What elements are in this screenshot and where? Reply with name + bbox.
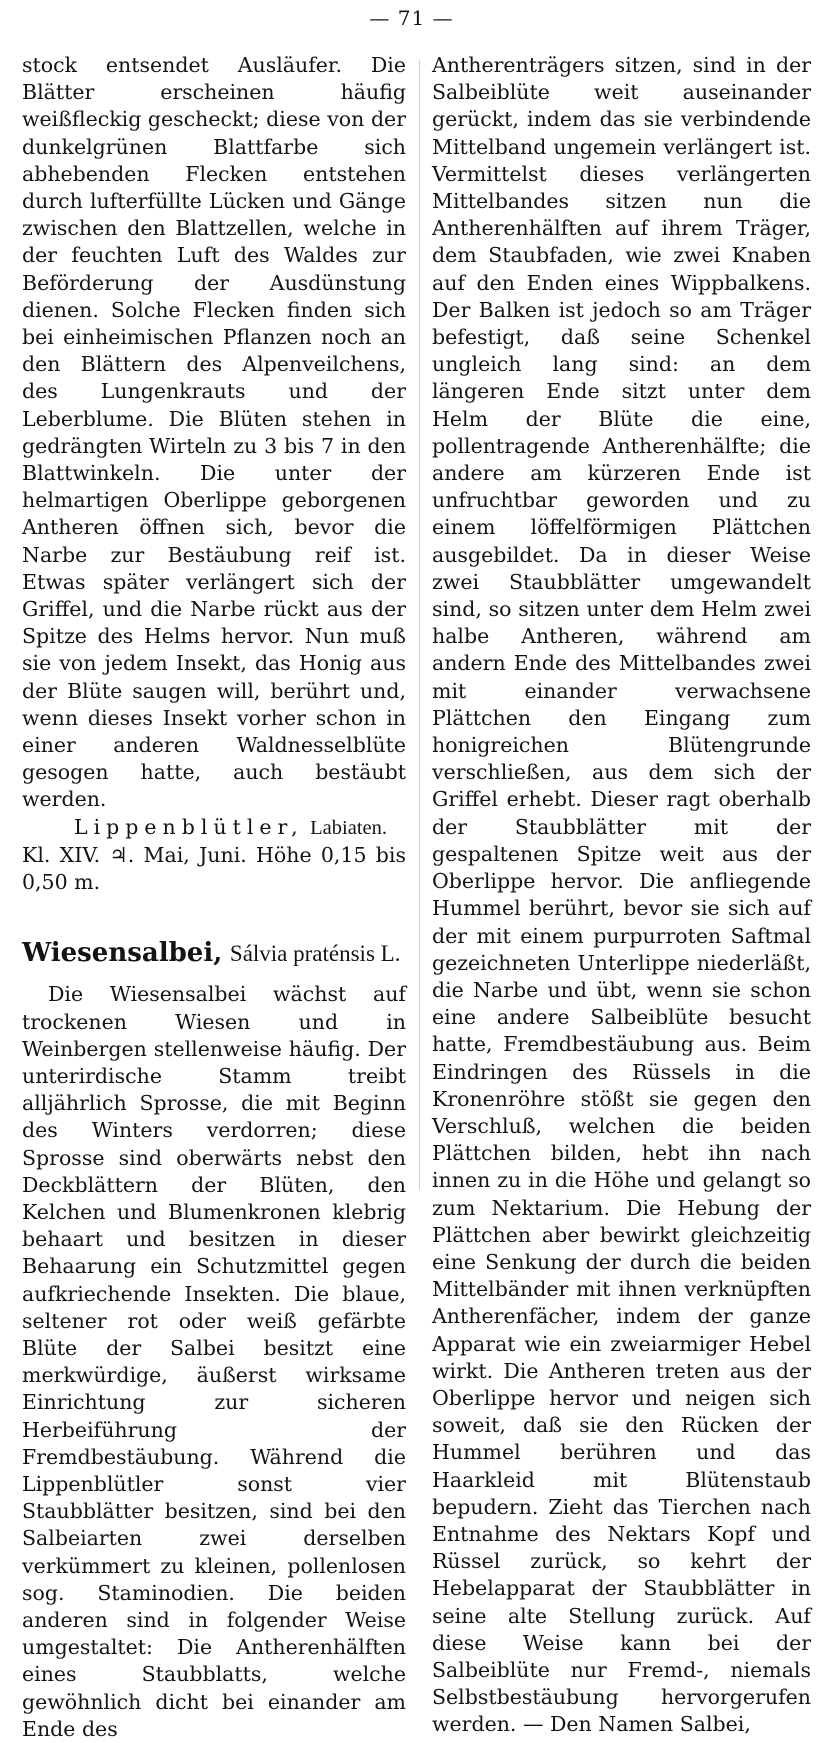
section-heading-latin: Sálvia praténsis L.	[229, 941, 401, 967]
left-paragraph-salvia: Die Wiesensalbei wächst auf trockenen Wiesen und in Weinbergen stellenweise häufig. Der unterirdische Stamm treibt alljährlich Sprosse, die mit Beginn des Winters verdorren; diese Sprosse sind oberwärts nebst den Deckblättern der Blüten, den Kelchen und Blumenkronen klebrig behaart und besitzen in dieser Behaarung ein Schutzmittel gegen aufkriechende Insekten. Die blaue, seltener rot oder weiß gefärbte Blüte der Salbei besitzt eine merkwürdige, äußerst wirksame Einrichtung zur sicheren Herbeiführung der Fremdbestäubung. Während die Lippenblütler sonst vier Staubblätter besitzen, sind bei den Salbeiarten zwei derselben verkümmert zu kleinen, pollenlosen sog. Staminodien. Die beiden anderen sind in folgender Weise umgestaltet: Die Antherenhälften eines Staubblatts, welche gewöhnlich dicht bei einander am Ende des	[22, 982, 406, 1741]
page-number: — 71 —	[369, 6, 454, 30]
column-gutter	[419, 60, 420, 1190]
right-paragraph-continuation: Antherenträgers sitzen, sind in der Salbeiblüte weit auseinander gerückt, indem das sie verbindende Mittelband ungemein verlängert ist. Vermittelst dieses verlängerten Mittelbandes sitzen nun die Antherenhälften auf ihrem Träger, dem Staubfaden, wie zwei Knaben auf den Enden eines Wippbalkens. Der Balken ist jedoch so am Träger befestigt, daß seine Schenkel ungleich lang sind: an dem längeren Ende sitzt unter dem Helm der Blüte die eine, pollentragende Antherenhälfte; die andere am kürzeren Ende ist unfruchtbar geworden und zu einem löffelförmigen Plättchen ausgebildet. Da in dieser Weise zwei Staubblätter umgewandelt sind, so sitzen unter dem Helm zwei halbe Antheren, während am andern Ende des Mittelbandes zwei mit einander verwachsene Plättchen den Eingang zum honigreichen Blütengrunde verschließen, aus dem sich der Griffel erhebt. Dieser ragt oberhalb der Staubblätter mit der gespaltenen Spitze weit aus der Oberlippe hervor. Die anfliegende Hummel berührt, bevor sie sich auf der mit einem purpurroten Saftmal gezeichneten Unterlippe niederläßt, die Narbe und übt, wenn sie schon eine andere Salbeiblüte besucht hatte, Fremdbestäubung aus. Beim Eindringen des Rüssels in die Kronenröhre stößt sie gegen den Verschluß, welchen die beiden Plättchen bilden, hebt ihn nach innen zu in die Höhe und gelangt so zum Nektarium. Die Hebung der Plättchen aber bewirkt gleichzeitig eine Senkung der durch die beiden Mittelbänder mit ihnen verknüpften Antherenfächer, indem der ganze Apparat wie ein zweiarmiger Hebel wirkt. Die Antheren treten aus der Oberlippe hervor und neigen sich soweit, daß sie den Rücken der Hummel berühren und das Haarkleid mit Blütenstaub bepudern. Zieht das Tierchen nach Entnahme des Nektars Kopf und Rüssel zurück, so kehrt der Hebelapparat der Staubblätter in seine alte Stellung zurück. Auf diese Weise kann bei der Salbeiblüte nur Fremd-, niemals Selbstbestäubung hervorgerufen werden. — Den Namen Salbei,	[432, 53, 811, 1737]
plant-family-latin: Labiaten.	[310, 816, 387, 839]
left-paragraph-continuation: stock entsendet Ausläufer. Die Blätter erscheinen häufig weißfleckig gescheckt; diese von der dunkelgrünen Blattfarbe sich abhebenden Flecken entstehen durch lufterfüllte Lücken und Gänge zwischen den Blattzellen, welche in der feuchten Luft des Waldes zur Beförderung der Ausdünstung dienen. Solche Flecken finden sich bei einheimischen Pflanzen noch an den Blättern des Alpenveilchens, des Lungenkrauts und der Leberblume. Die Blüten stehen in gedrängten Wirteln zu 3 bis 7 in den Blattwinkeln. Die unter der helmartigen Oberlippe geborgenen Antheren öffnen sich, bevor die Narbe zur Bestäubung reif ist. Etwas später verlängert sich der Griffel, und die Narbe rückt aus der Spitze des Helms hervor. Nun muß sie von jedem Insekt, das Honig aus der Blüte saugen will, berührt und, wenn dieses Insekt vorher schon in einer anderen Waldnesselblüte gesogen hatte, auch bestäubt werden.	[22, 53, 406, 812]
section-heading-title: Wiesensalbei,	[22, 938, 223, 969]
plant-family-label: Lippenblütler,	[74, 814, 304, 839]
section-heading	[22, 938, 406, 969]
right-column	[432, 52, 811, 1739]
plant-family-line	[22, 814, 406, 842]
plant-family-details: Kl. XIV. ♃. Mai, Juni. Höhe 0,15 bis 0,50 m.	[22, 842, 406, 895]
left-column	[22, 52, 406, 1743]
